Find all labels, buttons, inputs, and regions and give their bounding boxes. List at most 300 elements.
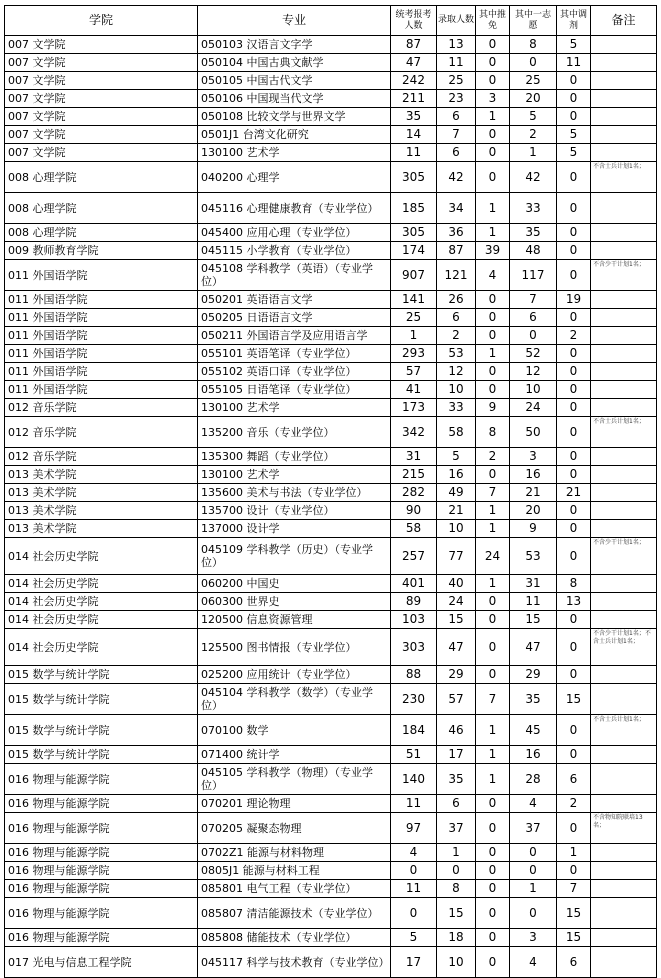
remark-cell: [591, 108, 657, 126]
college-cell: 007 文学院: [5, 72, 198, 90]
college-cell: 007 文学院: [5, 54, 198, 72]
exempt-cell: 7: [476, 684, 510, 715]
first-choice-cell: 6: [510, 309, 557, 327]
major-cell: 130100 艺术学: [198, 466, 391, 484]
applicants-cell: 47: [391, 54, 437, 72]
major-cell: 050106 中国现当代文学: [198, 90, 391, 108]
admitted-cell: 12: [437, 363, 476, 381]
remark-cell: [591, 72, 657, 90]
applicants-cell: 88: [391, 666, 437, 684]
applicants-cell: 51: [391, 746, 437, 764]
applicants-cell: 35: [391, 108, 437, 126]
table-row: [5, 448, 657, 466]
table-row: [5, 764, 657, 795]
college-cell: 016 物理与能源学院: [5, 795, 198, 813]
table-row: [5, 684, 657, 715]
college-cell: 015 数学与统计学院: [5, 715, 198, 746]
college-cell: 014 社会历史学院: [5, 629, 198, 666]
first-choice-cell: 1: [510, 880, 557, 898]
remark-cell: [591, 309, 657, 327]
adjusted-cell: 0: [557, 345, 591, 363]
adjusted-cell: 0: [557, 666, 591, 684]
applicants-cell: 25: [391, 309, 437, 327]
major-cell: 050108 比较文学与世界文学: [198, 108, 391, 126]
admitted-cell: 33: [437, 399, 476, 417]
applicants-cell: 97: [391, 813, 437, 844]
admitted-cell: 13: [437, 36, 476, 54]
first-choice-cell: 24: [510, 399, 557, 417]
first-choice-cell: 16: [510, 746, 557, 764]
remark-cell: [591, 466, 657, 484]
major-cell: 045108 学科教学（英语）（专业学位）: [198, 260, 391, 291]
major-cell: 060200 中国史: [198, 575, 391, 593]
first-choice-cell: 3: [510, 929, 557, 947]
admitted-cell: 29: [437, 666, 476, 684]
table-row: [5, 898, 657, 929]
admitted-cell: 23: [437, 90, 476, 108]
admission-table: [4, 5, 657, 978]
college-cell: 016 物理与能源学院: [5, 880, 198, 898]
table-row: [5, 484, 657, 502]
admitted-cell: 121: [437, 260, 476, 291]
major-cell: 050211 外国语言学及应用语言学: [198, 327, 391, 345]
applicants-cell: 257: [391, 538, 437, 575]
adjusted-cell: 0: [557, 381, 591, 399]
table-row: [5, 327, 657, 345]
adjusted-cell: 0: [557, 72, 591, 90]
table-row: [5, 538, 657, 575]
exempt-cell: 24: [476, 538, 510, 575]
adjusted-cell: 0: [557, 399, 591, 417]
applicants-cell: 41: [391, 381, 437, 399]
college-cell: 014 社会历史学院: [5, 611, 198, 629]
first-choice-cell: 15: [510, 611, 557, 629]
exempt-cell: 3: [476, 90, 510, 108]
first-choice-cell: 35: [510, 224, 557, 242]
adjusted-cell: 0: [557, 746, 591, 764]
adjusted-cell: 5: [557, 144, 591, 162]
first-choice-cell: 45: [510, 715, 557, 746]
applicants-cell: 31: [391, 448, 437, 466]
table-row: [5, 520, 657, 538]
college-cell: 016 物理与能源学院: [5, 898, 198, 929]
major-cell: 135700 设计（专业学位）: [198, 502, 391, 520]
admitted-cell: 47: [437, 629, 476, 666]
table-row: [5, 575, 657, 593]
applicants-cell: 58: [391, 520, 437, 538]
table-row: [5, 929, 657, 947]
adjusted-cell: 15: [557, 898, 591, 929]
adjusted-cell: 1: [557, 844, 591, 862]
adjusted-cell: 2: [557, 795, 591, 813]
adjusted-cell: 5: [557, 36, 591, 54]
major-cell: 0805J1 能源与材料工程: [198, 862, 391, 880]
admitted-cell: 15: [437, 898, 476, 929]
table-row: [5, 345, 657, 363]
applicants-cell: 907: [391, 260, 437, 291]
remark-cell: [591, 193, 657, 224]
admitted-cell: 57: [437, 684, 476, 715]
first-choice-cell: 48: [510, 242, 557, 260]
table-row: [5, 363, 657, 381]
college-cell: 011 外国语学院: [5, 260, 198, 291]
exempt-cell: 0: [476, 72, 510, 90]
admitted-cell: 77: [437, 538, 476, 575]
college-cell: 014 社会历史学院: [5, 538, 198, 575]
remark-cell: 不含士兵计划1名；: [591, 417, 657, 448]
applicants-cell: 140: [391, 764, 437, 795]
major-cell: 045400 应用心理（专业学位）: [198, 224, 391, 242]
admitted-cell: 5: [437, 448, 476, 466]
first-choice-cell: 5: [510, 108, 557, 126]
table-row: [5, 224, 657, 242]
major-cell: 055105 日语笔译（专业学位）: [198, 381, 391, 399]
table-row: [5, 466, 657, 484]
college-cell: 016 物理与能源学院: [5, 844, 198, 862]
table-row: [5, 90, 657, 108]
exempt-cell: 0: [476, 363, 510, 381]
first-choice-cell: 11: [510, 593, 557, 611]
remark-cell: [591, 844, 657, 862]
first-choice-cell: 21: [510, 484, 557, 502]
table-row: [5, 54, 657, 72]
college-cell: 013 美术学院: [5, 502, 198, 520]
college-cell: 013 美术学院: [5, 520, 198, 538]
major-cell: 085808 储能技术（专业学位）: [198, 929, 391, 947]
remark-cell: [591, 593, 657, 611]
table-row: [5, 144, 657, 162]
exempt-cell: 9: [476, 399, 510, 417]
table-row: [5, 813, 657, 844]
remark-cell: [591, 399, 657, 417]
table-row: [5, 417, 657, 448]
admitted-cell: 35: [437, 764, 476, 795]
first-choice-cell: 20: [510, 502, 557, 520]
admitted-cell: 6: [437, 309, 476, 327]
exempt-cell: 0: [476, 327, 510, 345]
major-cell: 025200 应用统计（专业学位）: [198, 666, 391, 684]
remark-cell: [591, 929, 657, 947]
adjusted-cell: 0: [557, 260, 591, 291]
admitted-cell: 1: [437, 844, 476, 862]
applicants-cell: 14: [391, 126, 437, 144]
exempt-cell: 0: [476, 947, 510, 978]
table-row: [5, 862, 657, 880]
exempt-cell: 0: [476, 898, 510, 929]
admitted-cell: 26: [437, 291, 476, 309]
admitted-cell: 46: [437, 715, 476, 746]
applicants-cell: 211: [391, 90, 437, 108]
admitted-cell: 18: [437, 929, 476, 947]
applicants-cell: 184: [391, 715, 437, 746]
first-choice-cell: 4: [510, 795, 557, 813]
first-choice-cell: 3: [510, 448, 557, 466]
exempt-cell: 0: [476, 309, 510, 327]
first-choice-cell: 20: [510, 90, 557, 108]
header-first-choice: 其中一志愿: [510, 6, 557, 36]
admitted-cell: 58: [437, 417, 476, 448]
first-choice-cell: 0: [510, 844, 557, 862]
table-row: [5, 162, 657, 193]
exempt-cell: 0: [476, 381, 510, 399]
remark-cell: [591, 666, 657, 684]
applicants-cell: 89: [391, 593, 437, 611]
college-cell: 009 教师教育学院: [5, 242, 198, 260]
remark-cell: [591, 242, 657, 260]
college-cell: 008 心理学院: [5, 193, 198, 224]
college-cell: 013 美术学院: [5, 484, 198, 502]
first-choice-cell: 7: [510, 291, 557, 309]
major-cell: 130100 艺术学: [198, 144, 391, 162]
major-cell: 0501J1 台湾文化研究: [198, 126, 391, 144]
exempt-cell: 8: [476, 417, 510, 448]
admitted-cell: 37: [437, 813, 476, 844]
adjusted-cell: 0: [557, 813, 591, 844]
adjusted-cell: 0: [557, 611, 591, 629]
major-cell: 045109 学科教学（历史）（专业学位）: [198, 538, 391, 575]
exempt-cell: 0: [476, 795, 510, 813]
table-row: [5, 502, 657, 520]
college-cell: 011 外国语学院: [5, 309, 198, 327]
adjusted-cell: 0: [557, 90, 591, 108]
college-cell: 016 物理与能源学院: [5, 862, 198, 880]
admitted-cell: 7: [437, 126, 476, 144]
exempt-cell: 1: [476, 520, 510, 538]
major-cell: 071400 统计学: [198, 746, 391, 764]
college-cell: 015 数学与统计学院: [5, 746, 198, 764]
remark-cell: [591, 764, 657, 795]
exempt-cell: 0: [476, 466, 510, 484]
adjusted-cell: 0: [557, 502, 591, 520]
table-row: [5, 242, 657, 260]
college-cell: 012 音乐学院: [5, 417, 198, 448]
college-cell: 007 文学院: [5, 108, 198, 126]
adjusted-cell: 0: [557, 448, 591, 466]
remark-cell: 不含物知院联培13名；: [591, 813, 657, 844]
major-cell: 070205 凝聚态物理: [198, 813, 391, 844]
exempt-cell: 1: [476, 764, 510, 795]
first-choice-cell: 12: [510, 363, 557, 381]
remark-cell: [591, 898, 657, 929]
exempt-cell: 1: [476, 108, 510, 126]
exempt-cell: 39: [476, 242, 510, 260]
college-cell: 014 社会历史学院: [5, 575, 198, 593]
table-row: [5, 108, 657, 126]
remark-cell: 不含少干计划1名；: [591, 260, 657, 291]
exempt-cell: 0: [476, 144, 510, 162]
remark-cell: [591, 224, 657, 242]
college-cell: 011 外国语学院: [5, 363, 198, 381]
college-cell: 014 社会历史学院: [5, 593, 198, 611]
admitted-cell: 40: [437, 575, 476, 593]
table-row: [5, 629, 657, 666]
admitted-cell: 15: [437, 611, 476, 629]
remark-cell: [591, 947, 657, 978]
major-cell: 045115 小学教育（专业学位）: [198, 242, 391, 260]
major-cell: 055101 英语笔译（专业学位）: [198, 345, 391, 363]
major-cell: 045104 学科教学（数学）（专业学位）: [198, 684, 391, 715]
applicants-cell: 87: [391, 36, 437, 54]
exempt-cell: 0: [476, 54, 510, 72]
remark-cell: [591, 575, 657, 593]
exempt-cell: 0: [476, 629, 510, 666]
remark-cell: [591, 291, 657, 309]
remark-cell: [591, 684, 657, 715]
applicants-cell: 103: [391, 611, 437, 629]
adjusted-cell: 0: [557, 108, 591, 126]
adjusted-cell: 5: [557, 126, 591, 144]
first-choice-cell: 0: [510, 54, 557, 72]
admitted-cell: 87: [437, 242, 476, 260]
adjusted-cell: 0: [557, 193, 591, 224]
major-cell: 120500 信息资源管理: [198, 611, 391, 629]
table-row: [5, 381, 657, 399]
first-choice-cell: 9: [510, 520, 557, 538]
remark-cell: 不含士兵计划1名；: [591, 162, 657, 193]
adjusted-cell: 6: [557, 947, 591, 978]
remark-cell: [591, 484, 657, 502]
remark-cell: [591, 502, 657, 520]
college-cell: 007 文学院: [5, 90, 198, 108]
table-row: [5, 715, 657, 746]
applicants-cell: 303: [391, 629, 437, 666]
major-cell: 135600 美术与书法（专业学位）: [198, 484, 391, 502]
first-choice-cell: 28: [510, 764, 557, 795]
admitted-cell: 49: [437, 484, 476, 502]
major-cell: 085807 清洁能源技术（专业学位）: [198, 898, 391, 929]
admitted-cell: 2: [437, 327, 476, 345]
remark-cell: [591, 90, 657, 108]
applicants-cell: 305: [391, 224, 437, 242]
adjusted-cell: 0: [557, 715, 591, 746]
first-choice-cell: 16: [510, 466, 557, 484]
admitted-cell: 6: [437, 795, 476, 813]
table-row: [5, 947, 657, 978]
admitted-cell: 17: [437, 746, 476, 764]
college-cell: 007 文学院: [5, 36, 198, 54]
major-cell: 050103 汉语言文字学: [198, 36, 391, 54]
first-choice-cell: 37: [510, 813, 557, 844]
first-choice-cell: 35: [510, 684, 557, 715]
major-cell: 137000 设计学: [198, 520, 391, 538]
adjusted-cell: 0: [557, 466, 591, 484]
major-cell: 060300 世界史: [198, 593, 391, 611]
table-row: [5, 126, 657, 144]
major-cell: 050105 中国古代文学: [198, 72, 391, 90]
first-choice-cell: 50: [510, 417, 557, 448]
adjusted-cell: 0: [557, 417, 591, 448]
remark-cell: [591, 448, 657, 466]
table-row: [5, 844, 657, 862]
applicants-cell: 173: [391, 399, 437, 417]
remark-cell: [591, 36, 657, 54]
remark-cell: [591, 795, 657, 813]
adjusted-cell: 6: [557, 764, 591, 795]
exempt-cell: 0: [476, 880, 510, 898]
admitted-cell: 6: [437, 108, 476, 126]
header-applicants: 统考报考人数: [391, 6, 437, 36]
major-cell: 050104 中国古典文献学: [198, 54, 391, 72]
adjusted-cell: 13: [557, 593, 591, 611]
college-cell: 013 美术学院: [5, 466, 198, 484]
header-row: [5, 6, 657, 36]
college-cell: 008 心理学院: [5, 224, 198, 242]
major-cell: 045105 学科教学（物理）（专业学位）: [198, 764, 391, 795]
remark-cell: [591, 880, 657, 898]
table-row: [5, 291, 657, 309]
college-cell: 016 物理与能源学院: [5, 813, 198, 844]
applicants-cell: 305: [391, 162, 437, 193]
first-choice-cell: 33: [510, 193, 557, 224]
adjusted-cell: 19: [557, 291, 591, 309]
admitted-cell: 16: [437, 466, 476, 484]
first-choice-cell: 1: [510, 144, 557, 162]
remark-cell: [591, 126, 657, 144]
remark-cell: 不含士兵计划1名；: [591, 715, 657, 746]
table-row: [5, 611, 657, 629]
major-cell: 055102 英语口译（专业学位）: [198, 363, 391, 381]
college-cell: 007 文学院: [5, 144, 198, 162]
remark-cell: [591, 363, 657, 381]
adjusted-cell: 7: [557, 880, 591, 898]
first-choice-cell: 8: [510, 36, 557, 54]
exempt-cell: 4: [476, 260, 510, 291]
applicants-cell: 0: [391, 862, 437, 880]
applicants-cell: 11: [391, 144, 437, 162]
admitted-cell: 42: [437, 162, 476, 193]
header-adjusted: 其中调剂: [557, 6, 591, 36]
exempt-cell: 0: [476, 929, 510, 947]
college-cell: 008 心理学院: [5, 162, 198, 193]
first-choice-cell: 2: [510, 126, 557, 144]
adjusted-cell: 0: [557, 309, 591, 327]
major-cell: 070201 理论物理: [198, 795, 391, 813]
first-choice-cell: 117: [510, 260, 557, 291]
first-choice-cell: 47: [510, 629, 557, 666]
table-row: [5, 260, 657, 291]
first-choice-cell: 52: [510, 345, 557, 363]
exempt-cell: 0: [476, 36, 510, 54]
table-body: [5, 36, 657, 978]
admitted-cell: 10: [437, 520, 476, 538]
major-cell: 045117 科学与技术教育（专业学位）: [198, 947, 391, 978]
first-choice-cell: 0: [510, 898, 557, 929]
admitted-cell: 10: [437, 947, 476, 978]
exempt-cell: 0: [476, 862, 510, 880]
exempt-cell: 0: [476, 666, 510, 684]
major-cell: 085801 电气工程（专业学位）: [198, 880, 391, 898]
adjusted-cell: 0: [557, 629, 591, 666]
header-exempt: 其中推免: [476, 6, 510, 36]
applicants-cell: 342: [391, 417, 437, 448]
applicants-cell: 282: [391, 484, 437, 502]
applicants-cell: 5: [391, 929, 437, 947]
remark-cell: [591, 520, 657, 538]
major-cell: 130100 艺术学: [198, 399, 391, 417]
adjusted-cell: 0: [557, 520, 591, 538]
table-row: [5, 36, 657, 54]
major-cell: 135300 舞蹈（专业学位）: [198, 448, 391, 466]
header-remark: 备注: [591, 6, 657, 36]
major-cell: 135200 音乐（专业学位）: [198, 417, 391, 448]
exempt-cell: 1: [476, 193, 510, 224]
remark-cell: [591, 54, 657, 72]
adjusted-cell: 11: [557, 54, 591, 72]
college-cell: 012 音乐学院: [5, 399, 198, 417]
applicants-cell: 11: [391, 795, 437, 813]
first-choice-cell: 0: [510, 327, 557, 345]
table-row: [5, 880, 657, 898]
